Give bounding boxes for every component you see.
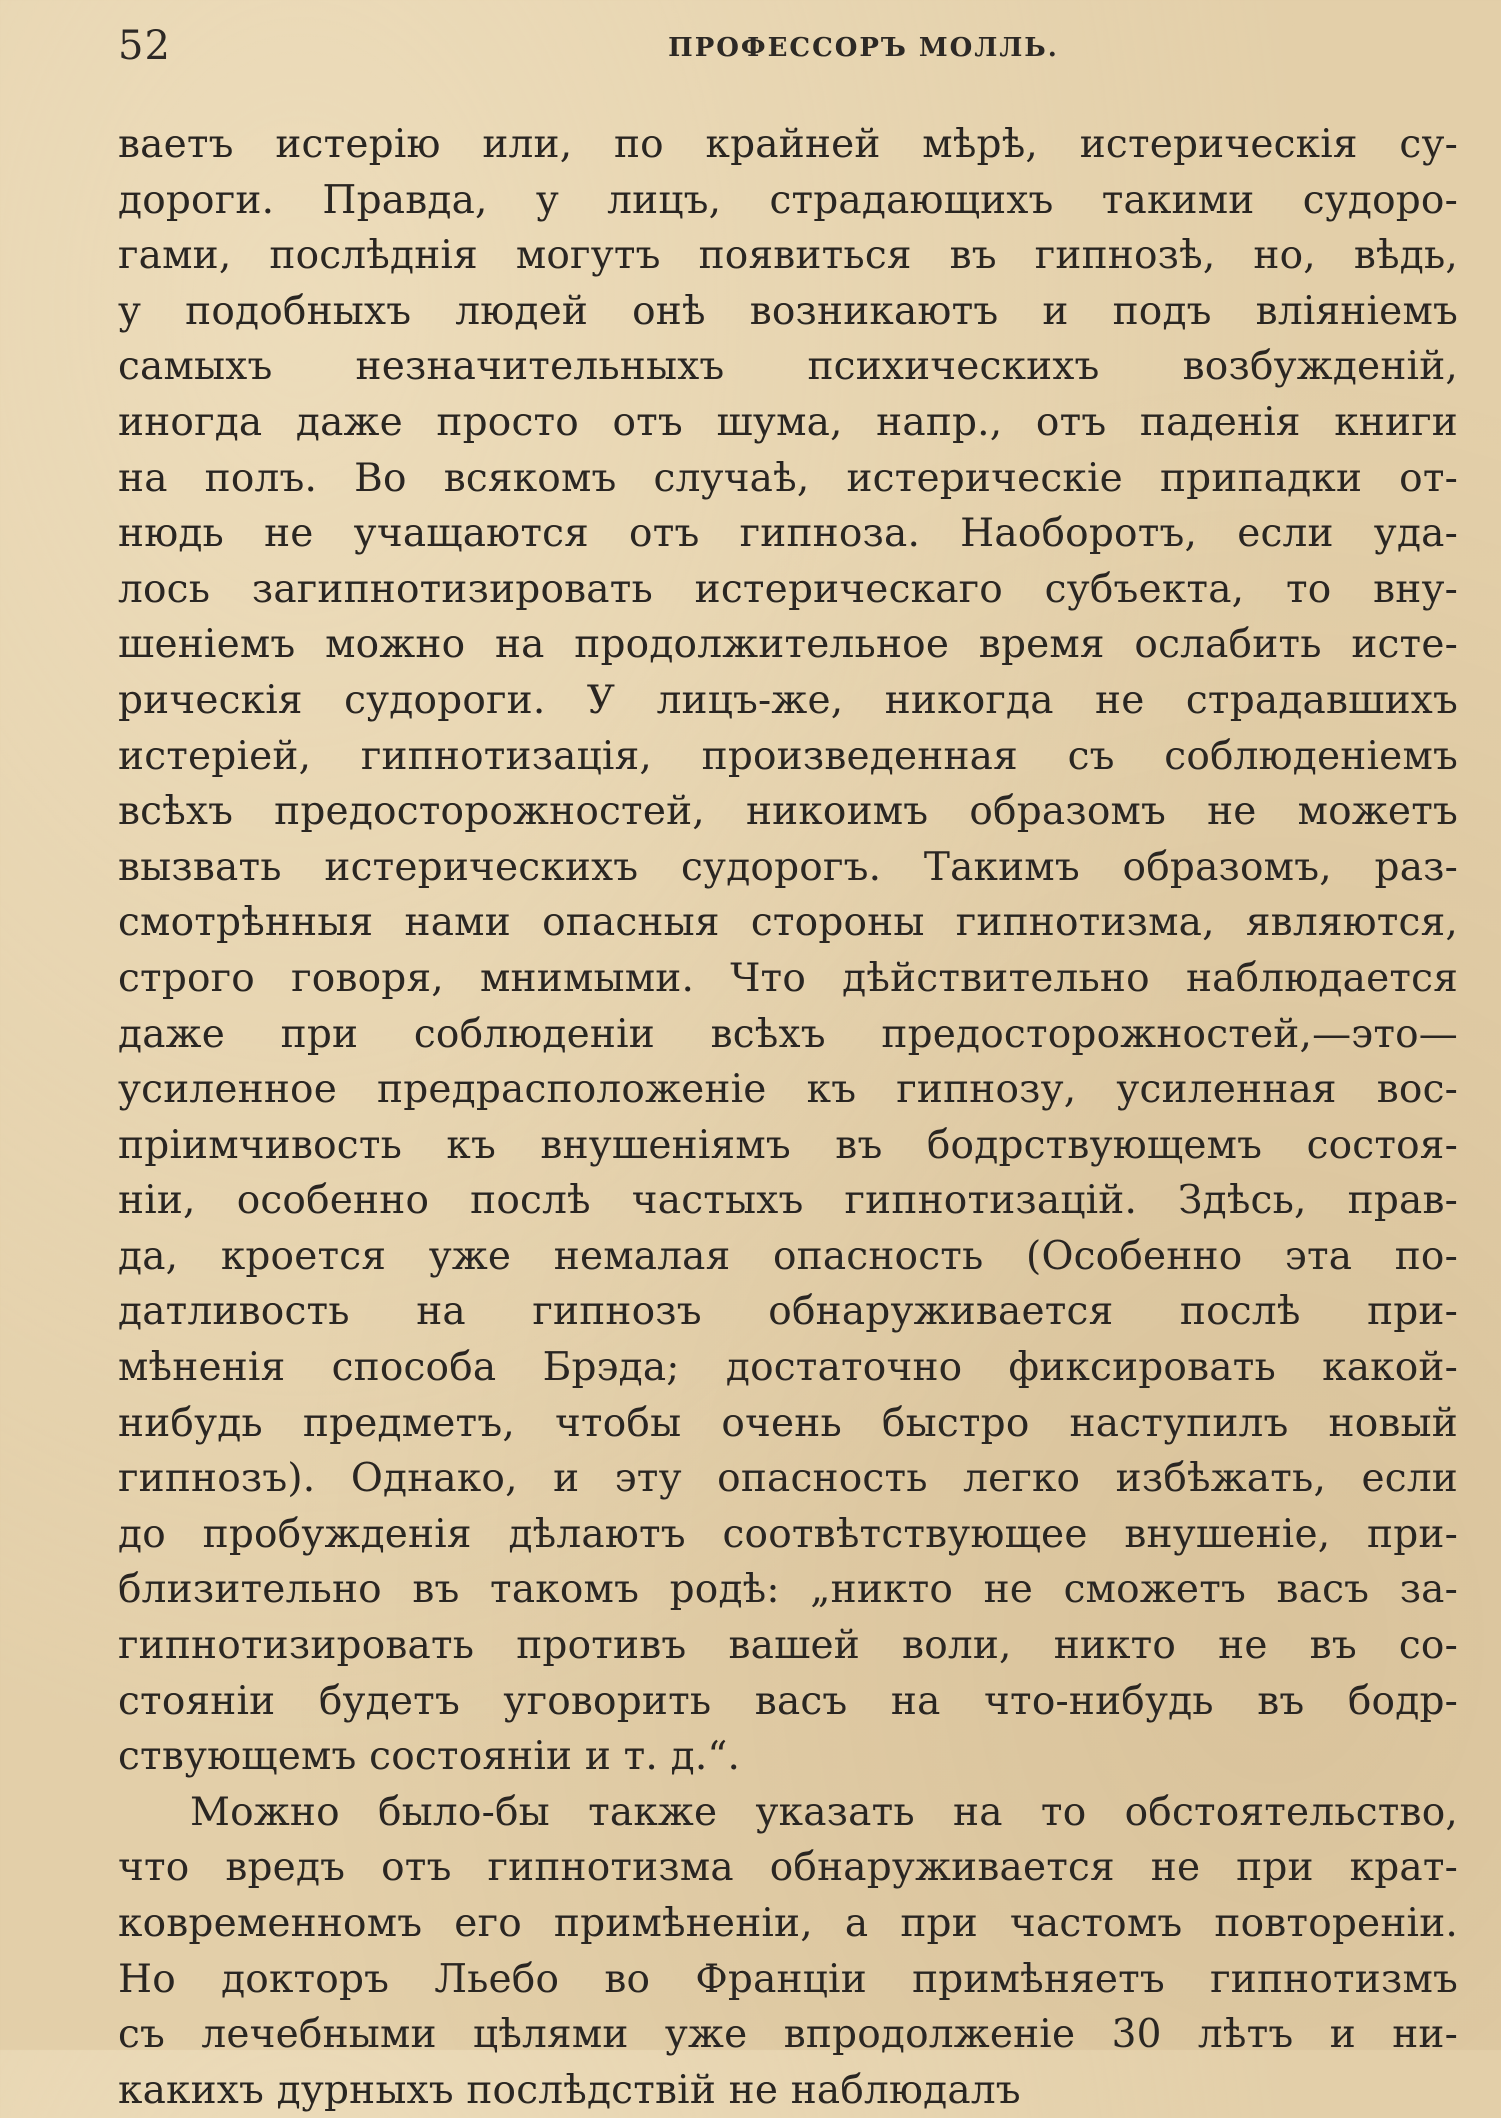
text-line: мѣненія способа Брэда; достаточно фиксировать какой- xyxy=(118,1345,1458,1391)
text-line: усиленное предрасположеніе къ гипнозу, усиленная вос- xyxy=(118,1067,1458,1113)
text-line: у подобныхъ людей онѣ возникаютъ и подъ вліяніемъ xyxy=(118,288,1458,334)
text-line: пріимчивость къ внушеніямъ въ бодрствующемъ состоя- xyxy=(118,1122,1458,1168)
text-line: Но докторъ Льебо во Франціи примѣняетъ гипнотизмъ xyxy=(118,1956,1458,2002)
paragraph-last-line: ствующемъ состояніи и т. д.“. xyxy=(118,1734,741,1780)
text-line: шеніемъ можно на продолжительное время ослабить исте- xyxy=(118,622,1458,668)
text-line: датливость на гипнозъ обнаруживается послѣ при- xyxy=(118,1289,1458,1335)
text-line: нюдь не учащаются отъ гипноза. Наоборотъ, если уда- xyxy=(118,511,1458,557)
text-line: да, кроется уже немалая опасность (Особенно эта по- xyxy=(118,1233,1458,1279)
text-line: ковременномъ его примѣненіи, а при частомъ повтореніи. xyxy=(118,1901,1458,1946)
paragraph-last-line: какихъ дурныхъ послѣдствій не наблюдалъ xyxy=(118,2067,1021,2113)
text-line: гами, послѣднія могутъ появиться въ гипнозѣ, но, вѣдь, xyxy=(118,233,1458,279)
text-line: смотрѣнныя нами опасныя стороны гипнотизма, являются, xyxy=(118,900,1458,946)
text-line: съ лечебными цѣлями уже впродолженіе 30 лѣтъ и ни- xyxy=(118,2012,1458,2058)
text-line: близительно въ такомъ родѣ: „никто не сможетъ васъ за- xyxy=(118,1567,1458,1613)
text-line: ваетъ истерію или, по крайней мѣрѣ, истерическія су- xyxy=(118,122,1458,167)
text-line: даже при соблюденіи всѣхъ предосторожностей,—это— xyxy=(118,1011,1458,1057)
text-line: гипнозъ). Однако, и эту опасность легко избѣжать, если xyxy=(118,1456,1458,1502)
text-line: стояніи будетъ уговорить васъ на что-нибудь въ бодр- xyxy=(118,1678,1458,1724)
running-head xyxy=(118,20,1459,80)
text-line: лось загипнотизировать истерическаго субъекта, то вну- xyxy=(118,566,1458,612)
text-line: гипнотизировать противъ вашей воли, никто не въ со- xyxy=(118,1623,1458,1669)
text-line: рическія судороги. У лицъ-же, никогда не страдавшихъ xyxy=(118,677,1458,723)
page-number: 52 xyxy=(118,23,171,69)
text-line: вызвать истерическихъ судорогъ. Такимъ образомъ, раз- xyxy=(118,844,1458,890)
text-line: самыхъ незначительныхъ психическихъ возбужденій, xyxy=(118,344,1458,390)
text-line: ніи, особенно послѣ частыхъ гипнотизацій. Здѣсь, прав- xyxy=(118,1178,1458,1224)
text-line: строго говоря, мнимыми. Что дѣйствительно наблюдается xyxy=(118,955,1458,1001)
paragraph-first-line: Можно было-бы также указать на то обстоятельство, xyxy=(190,1789,1458,1835)
text-line: дороги. Правда, у лицъ, страдающихъ такими судоро- xyxy=(118,177,1458,223)
text-line: нибудь предметъ, чтобы очень быстро наступилъ новый xyxy=(118,1400,1458,1446)
text-line: что вредъ отъ гипнотизма обнаруживается не при крат- xyxy=(118,1845,1458,1891)
text-line: иногда даже просто отъ шума, напр., отъ паденія книги xyxy=(118,399,1458,445)
text-line: до пробужденія дѣлаютъ соотвѣтствующее внушеніе, при- xyxy=(118,1511,1458,1557)
body-text xyxy=(118,117,1458,2118)
running-title: ПРОФЕССОРЪ МОЛЛЬ. xyxy=(668,33,1059,63)
text-line: истеріей, гипнотизація, произведенная съ соблюденіемъ xyxy=(118,733,1458,779)
text-line: всѣхъ предосторожностей, никоимъ образомъ не можетъ xyxy=(118,789,1458,835)
text-line: на полъ. Во всякомъ случаѣ, истерическіе припадки от- xyxy=(118,455,1458,501)
